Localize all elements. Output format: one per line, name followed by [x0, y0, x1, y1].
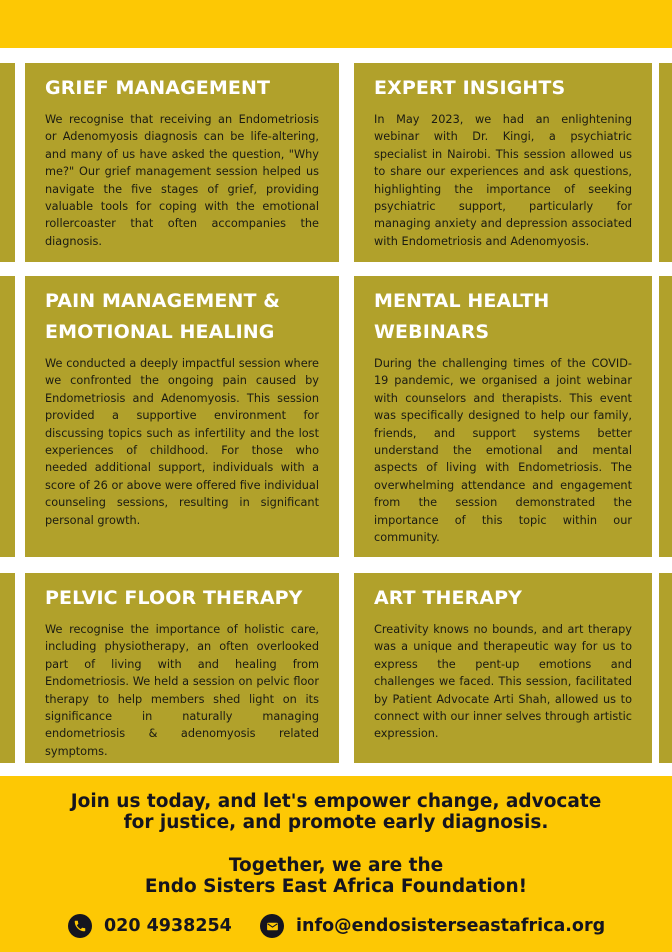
together-line-1: Together, we are the — [228, 855, 444, 876]
foundation-name: Endo Sisters East Africa Foundation! — [144, 876, 528, 897]
email-icon — [260, 914, 284, 938]
card-body: Creativity knows no bounds, and art therapy was a unique and therapeutic way for us to express the pent-up emotions and challenges we faced. This session, facilitated by Patient Advocate Arti Shah, allowed us to connect with our inner selves through artistic expression. — [374, 623, 632, 741]
call-to-action-line-1: Join us today, and let's empower change, advocate — [70, 791, 602, 812]
left-edge-strip-1 — [0, 63, 15, 262]
card-body: During the challenging times of the COVID-19 pandemic, we organised a joint webinar with counselors and therapists. This event was specifically designed to help our family, friends, and support systems better understand the emotional and mental aspects of living with Endometriosis. The overwhelming attendance and engagement from the session demonstrated the importance of this topic within our community. — [374, 357, 632, 545]
card-title: PELVIC FLOOR THERAPY — [45, 587, 303, 609]
pelvic-floor-therapy-card — [25, 573, 339, 763]
card-body: In May 2023, we had an enlightening webinar with Dr. Kingi, a psychiatric specialist in Nairobi. This session allowed us to share our experiences and ask questions, highlighting the importance of seeking psychiatric support, particularly for managing anxiety and depression associated with Endometriosis and Adenomyosis. — [374, 113, 632, 248]
phone-number: 020 4938254 — [104, 916, 232, 936]
card-title: ART THERAPY — [374, 587, 523, 609]
card-body: We recognise that receiving an Endometriosis or Adenomyosis diagnosis can be life-altering, and many of us have asked the question, "Why me?" Our grief management session helped us navigate the five stages of grief, providing valuable tools for coping with the emotional rollercoaster that often accompanies the diagnosis. — [45, 113, 319, 248]
left-edge-strip-3 — [0, 573, 15, 763]
expert-insights-card — [354, 63, 652, 262]
grief-management-card — [25, 63, 339, 262]
top-color-band — [0, 0, 672, 48]
phone-contact[interactable] — [68, 914, 232, 938]
card-body: We recognise the importance of holistic care, including physiotherapy, an often overlooked part of living with and healing from Endometriosis. We held a session on pelvic floor therapy to help members shed light on its significance in naturally managing endometriosis & adenomyosis related symptoms. — [45, 623, 319, 758]
email-address: info@endosisterseastafrica.org — [296, 916, 606, 936]
art-therapy-card — [354, 573, 652, 763]
card-title: GRIEF MANAGEMENT — [45, 77, 271, 99]
call-to-action-line-2: for justice, and promote early diagnosis. — [123, 812, 549, 833]
email-contact[interactable] — [260, 914, 605, 938]
card-title: MENTAL HEALTH WEBINARS — [374, 290, 550, 343]
pain-management-card — [25, 276, 339, 557]
card-title: EXPERT INSIGHTS — [374, 77, 566, 99]
right-edge-strip-1 — [659, 63, 672, 262]
left-edge-strip-2 — [0, 276, 15, 557]
card-body: We conducted a deeply impactful session where we confronted the ongoing pain caused by Endometriosis and Adenomyosis. This session provided a supportive environment for discussing topics such as infertility and the lost experiences of childhood. For those who needed additional support, individuals with a score of 26 or above were offered five individual counseling sessions, resulting in significant personal growth. — [45, 357, 319, 527]
phone-icon — [68, 914, 92, 938]
mental-health-webinars-card — [354, 276, 652, 557]
right-edge-strip-2 — [659, 276, 672, 557]
right-edge-strip-3 — [659, 573, 672, 763]
card-title: PAIN MANAGEMENT & EMOTIONAL HEALING — [45, 290, 280, 343]
